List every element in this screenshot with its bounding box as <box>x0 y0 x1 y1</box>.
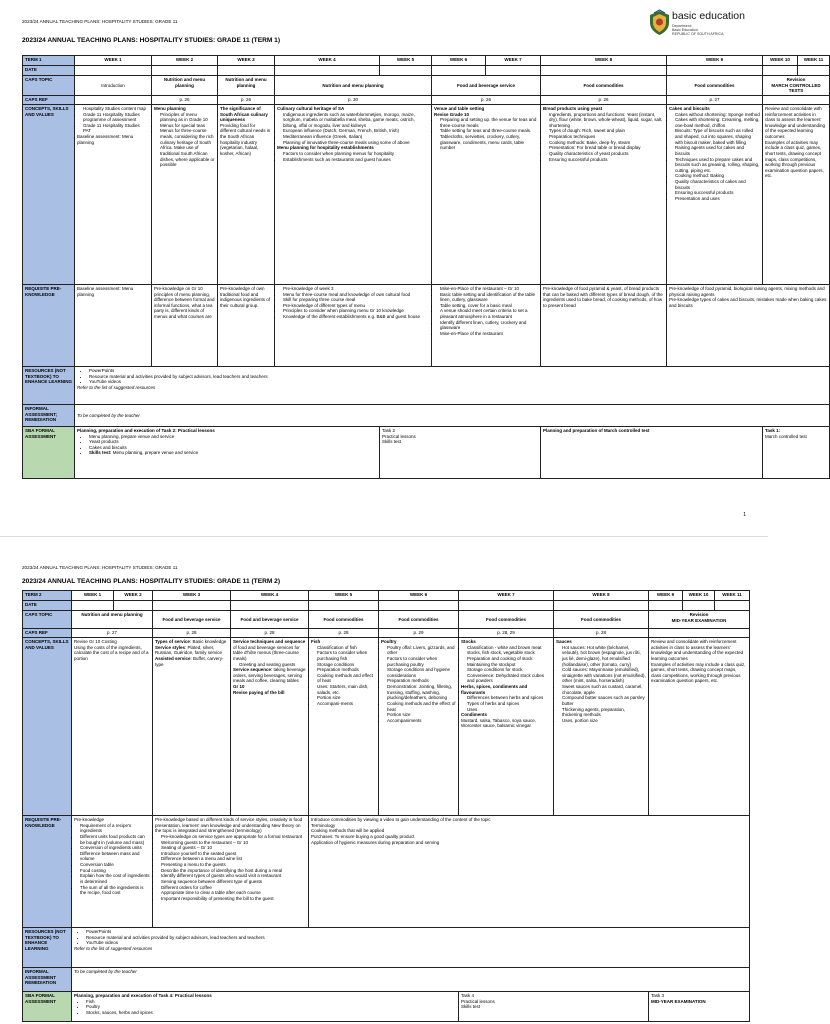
requisite-item: • A venue should meet certain criteria to set a pleasant atmosphere in a restaurant <box>440 308 538 319</box>
resource-item: • PowerPoints <box>86 929 747 935</box>
requisite-label: REQUISITE PRE-KNOWLEDGE <box>23 816 72 928</box>
concept-item: • Presentation and uses <box>675 196 760 202</box>
caps-topic-label: CAPS TOPIC <box>23 76 75 96</box>
sba-item: • Yeast products <box>89 439 377 445</box>
concept-heading: Venue and table setting <box>434 105 485 111</box>
term1-week-row <box>23 56 830 66</box>
caps-topic: Food commodities <box>309 611 379 629</box>
week-header: WEEK 2 <box>152 56 218 66</box>
week-header: WEEK 9 <box>667 56 763 66</box>
coat-of-arms-icon <box>648 10 671 36</box>
concept-item: • Greeting and seating guests <box>239 662 306 668</box>
caps-topic: Revision MID-YEAR EXAMINATION <box>649 611 750 629</box>
sba-cell: Planning and preparation of March controlled test <box>541 426 763 478</box>
caps-topic: Nutrition and menu planning <box>152 76 218 96</box>
sba-cell <box>649 992 750 1022</box>
requisite-item: • Identify different linen, cutlery, crockery and glassware <box>440 320 538 331</box>
sba-task: MID-YEAR EXAMINATION <box>651 998 706 1004</box>
resource-item: • PowerPoints <box>89 368 827 374</box>
sba-task: Task 3 <box>651 993 665 998</box>
sba-item: • Menu planning, prepare venue and service <box>89 434 377 440</box>
logo-name: basic education <box>672 10 745 22</box>
sba-cell <box>72 992 459 1022</box>
concept-item: • Cooking methods and effect of heat <box>317 673 376 684</box>
sba-item: • Cakes and biscuits <box>89 445 377 451</box>
concept-item: • Hot sauces: Hot white (béchamel, velouté), hot brown (espagnole, jus rôti, jus lié, demi-glaze), hot emulsified (hollandaise), other (tomato, curry) <box>562 645 646 668</box>
requisite-item: • Difference between a menu and wine list <box>161 856 306 862</box>
week-header: WEEK 1 <box>75 56 152 66</box>
concept-item: • Maintaining the stockpot <box>467 662 551 668</box>
requisite-item: • Introduce yourself to the seated guest <box>161 851 306 857</box>
sba-heading: Planning, preparation and execution of Task 2: Practical lessons <box>77 427 215 433</box>
sba-task: Practical lessons <box>382 433 416 439</box>
term2-concepts-row <box>23 638 750 816</box>
sba-label: SBA FORMAL ASSESSMENT <box>23 992 72 1022</box>
requisite-item: • Conversion table <box>80 862 150 868</box>
concept-item: • Hospitality Studies content map <box>83 106 149 112</box>
concept-item: • Quality characteristics of cakes and biscuits <box>675 179 760 190</box>
concept-item: • Cold sauces: Mayonnaise (emulsified), vinaigrette with variations (not emulsified), other (mint, salsa, horseradish) <box>562 667 646 684</box>
concept-item: • Presentation: For bread table or bread display <box>549 145 664 151</box>
concept-item: • European influence (Dutch, German, French, British, Irish) <box>283 128 429 134</box>
concept-item: • Accompaniments <box>387 718 456 724</box>
requisite-item: • Pre-knowledge on service types are appropriate for a formal restaurant <box>161 834 306 840</box>
caps-topic: Nutrition and menu planning <box>275 76 432 96</box>
week-header: WEEK 6 <box>379 591 459 601</box>
requisite-item: • The sum of all the ingredients is the recipe, food cost <box>80 885 150 896</box>
week-header: WEEK 2 <box>114 591 153 601</box>
caps-topic: Food and beverage service <box>153 611 231 629</box>
requisite-item: • Explain how the cost of ingredients is determined <box>80 873 150 884</box>
concepts-cell: Revise Gr 10 Costing Using the costs of the ingredients, calculate the cost of a recipe and of a portion <box>72 638 153 816</box>
requisite-label: REQUISITE PRE-KNOWLEDGE <box>23 284 75 366</box>
concept-item: • Cooking methods and the effect of heat <box>387 701 456 712</box>
concept-item: • Cakes without shortening: Sponge method <box>675 112 760 118</box>
requisite-item: • Knowledge of the different establishments e.g. B&B and guest house <box>283 314 429 320</box>
sba-task: Practical lessons <box>461 998 495 1004</box>
sba-cell <box>763 426 830 478</box>
concept-item: Baseline assessment: Menu planning <box>77 134 134 145</box>
term2-informal-row <box>23 968 750 992</box>
requisite-cell <box>309 816 750 928</box>
requisite-item: Pre-knowledge based on different kinds of service styles, creativity in food presentation, learners' own knowledge and understanding New theory on the topic is integrated and strengthened (terminology) <box>155 817 303 834</box>
term2-date-row <box>23 601 750 611</box>
term2-requisite-row <box>23 816 750 928</box>
term1-informal-row <box>23 404 830 426</box>
sba-task: Skills test <box>461 1004 481 1010</box>
caps-topic: Food commodities <box>541 76 667 96</box>
concept-item: • Ensuring successful products <box>549 157 664 163</box>
dbe-logo <box>648 8 753 40</box>
caps-topic: Food and beverage service <box>231 611 309 629</box>
caps-ref: p. 26 <box>152 95 218 104</box>
concept-item: • Table setting for teas and three-course meals. Tablecloths, serviettes, crockery, cutlery, glassware, condiments, menu cards, table number <box>440 128 538 151</box>
week-header: WEEK 7 <box>459 591 554 601</box>
week-header: WEEK 6 <box>432 56 486 66</box>
caps-ref: p. 28 <box>153 629 231 638</box>
term1-ref-row <box>23 95 830 104</box>
term1-resources-row <box>23 366 830 404</box>
requisite-item: • Principles to consider when planning menu Gr 10 knowledge <box>283 308 429 314</box>
requisite-cell <box>153 816 309 928</box>
date-label: DATE <box>23 601 72 611</box>
week-header: WEEK 4 <box>231 591 309 601</box>
concept-heading: Poultry <box>381 639 397 644</box>
caps-ref: p. 28 <box>554 629 649 638</box>
concept-item: • Techniques used to prepare cakes and biscuits such as greasing, rolling, shaping, cutting, piping etc. <box>675 157 760 174</box>
sba-item: • Skills test: Menu planning, prepare venue and service <box>89 450 377 456</box>
resources-cell <box>75 366 830 404</box>
caps-topic: Nutrition and menu planning <box>72 611 153 629</box>
concept-item: • Cakes with shortening: Creaming, melting, one-bowl method, chiffon <box>675 117 760 128</box>
caps-topic: Food commodities <box>667 76 763 96</box>
caps-topic: Introduction <box>75 76 152 96</box>
concept-item: • Portion size <box>317 695 376 701</box>
concepts-label: CONCEPTS, SKILLS AND VALUES <box>23 104 75 284</box>
requisite-item: • Important responsibility of presenting the bill to the guest <box>161 896 306 902</box>
resource-item: • YouTube videos <box>86 940 747 946</box>
concept-item: • Grade 11 Hospitality Studies PAT <box>83 123 149 134</box>
resources-label: RESOURCES (NOT TEXTBOOK) TO ENHANCE LEARNING <box>23 928 72 968</box>
requisite-item: • Mise-en-Place of the restaurant <box>440 331 538 337</box>
requisite-item: Cooking methods that will be applied <box>311 828 385 834</box>
term2-week-row <box>23 591 750 601</box>
requisite-item: • Identify different types of guests who would visit a restaurant <box>161 873 306 879</box>
term1-title: 2023/24 ANNUAL TEACHING PLANS: HOSPITALITY STUDIES: GRADE 11 (TERM 1) <box>22 37 281 44</box>
sba-task: March controlled test <box>765 433 807 439</box>
page-separator <box>0 536 768 537</box>
concepts-cell: Service techniques and sequence of food and beverage services for table d'hôte menus (three-course meals) • Greeting and seating guests Service sequence: taking beverage orders, serving beverages, serving meals and coffee, clearing tables Gr 10 Revise paying of the bill <box>231 638 309 816</box>
requisite-item: • Table setting, cover for a basic meal <box>440 303 538 309</box>
requisite-item: • Welcoming guests to the restaurant – Gr 10 <box>161 840 306 846</box>
concept-item: • Preparation and cooking of stock <box>467 656 551 662</box>
caps-ref: p. 26 <box>432 95 541 104</box>
requisite-item: • Describe the importance of identifying the host during a meal <box>161 868 306 874</box>
sba-item: • Stocks, sauces, herbs and spices <box>86 1010 456 1016</box>
requisite-item: • Difference between mass and volume <box>80 851 150 862</box>
term2-title: 2023/24 ANNUAL TEACHING PLANS: HOSPITALITY STUDIES: GRADE 11 (TERM 2) <box>22 578 281 585</box>
concept-item: • Preparation methods <box>317 667 376 673</box>
requisite-cell: Pre-knowledge of food pyramid, biological raising agents, mixing methods and physical raising agents Pre-knowledge types of cakes and biscuits, mistakes made when baking cakes and biscuits <box>667 284 830 366</box>
week-header: WEEK 10 <box>683 591 715 601</box>
concept-item: • Thickening agents, preparation, thickening methods <box>562 707 646 718</box>
concept-heading: Revise Grade 10 <box>434 111 470 117</box>
resource-item: • Resource material and activities provided by subject advisors, lead teachers and teachers <box>89 374 827 380</box>
concept-item: • Demonstration: Jointing, filleting, trussing, stuffing, washing, plucking/defeathers, deboning <box>387 684 456 701</box>
informal-cell: To be completed by the teacher <box>75 404 830 426</box>
concepts-cell <box>152 104 218 284</box>
sba-heading: Planning, preparation and execution of Task 4: Practical lessons <box>74 993 212 998</box>
term1-table <box>22 55 830 479</box>
requisite-item: Purchases: To ensure buying a good quality product <box>311 833 415 839</box>
running-head: 2023/24 ANNUAL TEACHING PLANS: HOSPITALITY STUDIES: GRADE 11 <box>22 565 178 570</box>
sba-item: • Poultry <box>86 1004 456 1010</box>
concepts-cell <box>459 638 554 816</box>
caps-ref: p. 29 <box>379 629 459 638</box>
concept-item: • Preparation techniques <box>549 134 664 140</box>
concept-item: • Cooking method: Baking <box>675 173 760 179</box>
concepts-cell: Types of service: Basic knowledge Service styles: Plated, silver, Russian, Guéridon, family service Assisted service: Buffet, carvery-type <box>153 638 231 816</box>
sba-cell <box>380 426 541 478</box>
concepts-cell <box>218 104 275 284</box>
week-header: WEEK 1 <box>72 591 114 601</box>
requisite-item: Application of hygienic measures during preparation and serving <box>311 839 440 845</box>
concept-item: Providing food for different cultural needs in the South African hospitality industry (vegetarian, halaal, kosher, African) <box>220 122 271 156</box>
requisite-item: • Different orders for coffee <box>161 885 306 891</box>
concept-item: • Ingredients, proportions and functions: Yeast (instant, dry), flour (white, brown, whole-wheat), liquid, sugar, salt, shortening <box>549 112 664 129</box>
requisite-heading: Pre-knowledge <box>74 817 105 822</box>
concepts-cell: Review and consolidate with reinforcement activities in class to assess the learners' knowledge and understanding of the expected learning outcomes Examples of activities may include a class quiz, games, short tests, drawing concept maps, class competitions, working through previous examination question papers, etc. <box>649 638 750 816</box>
requisite-item: • Seating of guests – Gr 10 <box>161 845 306 851</box>
caps-topic: Revision MARCH CONTROLLED TESTS <box>763 76 830 96</box>
term-label: TERM 1 <box>23 56 75 66</box>
caps-topic: Nutrition and menu planning <box>218 76 275 96</box>
page-number: 1 <box>743 512 746 518</box>
sba-item: • Fish <box>86 999 456 1005</box>
caps-ref-label: CAPS REF <box>23 629 72 638</box>
concept-heading: Sauces <box>556 639 572 644</box>
concept-item: • Menus for special teas <box>160 123 215 129</box>
week-header: WEEK 3 <box>218 56 275 66</box>
week-header: WEEK 7 <box>486 56 541 66</box>
informal-cell: To be completed by the teacher <box>72 968 750 992</box>
week-header: WEEK 5 <box>309 591 379 601</box>
concepts-cell <box>275 104 432 284</box>
caps-ref: p. 30 <box>275 95 432 104</box>
concept-item: • Biscuits: Type of biscuits such as rolled and shaped, cut into squares, shaping with biscuit maker, baked with filling <box>675 128 760 145</box>
concept-heading: Revise paying of the bill <box>233 689 285 695</box>
term2-resources-row <box>23 928 750 968</box>
caps-topic-label: CAPS TOPIC <box>23 611 72 629</box>
term-label: TERM 2 <box>23 591 72 601</box>
term1-concepts-row <box>23 104 830 284</box>
requisite-item: • Skill for preparing three course meal <box>283 297 429 303</box>
requisite-item: • Different units food products can be bought in (volume and mass) <box>80 834 150 845</box>
informal-label: INFORMAL ASSESSMENT; REMEDIATION <box>23 404 75 426</box>
logo-sub-3: REPUBLIC OF SOUTH AFRICA <box>672 32 724 36</box>
concept-item: • Uses <box>467 707 551 713</box>
caps-ref: p. 27 <box>667 95 763 104</box>
concept-item: • Compound butter sauces such as parsley butter <box>562 695 646 706</box>
requisite-item: • Presenting a menu to the guests <box>161 862 306 868</box>
concepts-cell <box>75 104 152 284</box>
requisite-cell <box>275 284 432 366</box>
sba-task: Task 4 <box>461 993 475 998</box>
week-header: WEEK 4 <box>275 56 380 66</box>
concept-item: Mustard, salsa, Tabasco, soya sauce, Worcester sauce, balsamic vinegar <box>461 717 536 729</box>
concept-item: • Factors to consider when planning menus for hospitality <box>283 151 429 157</box>
requisite-cell: Pre-knowledge of food pyramid & yeast, of bread products that can be baked with different types of bread dough, of the ingredients used to bake bread, of cooking methods, of how to present bread <box>541 284 667 366</box>
concept-heading: Gr 10 <box>233 684 245 689</box>
concepts-cell <box>432 104 541 284</box>
sba-task: Task 1: <box>765 427 781 433</box>
concept-item: • Principles of menu planning as in Grade 10 <box>160 112 215 123</box>
informal-label: INFORMAL ASSESSMENT REMEDIATION <box>23 968 72 992</box>
sba-cell <box>75 426 380 478</box>
concept-heading: Menu planning <box>154 105 186 111</box>
requisite-item: Terminology <box>311 822 336 828</box>
caps-ref: p. 28 <box>309 629 379 638</box>
concept-heading: The significance of South African culinary uniqueness <box>220 105 268 123</box>
caps-ref: p. 28, 29 <box>459 629 554 638</box>
concept-item: • Sweet sauces such as custard, caramel, chocolate, apple <box>562 684 646 695</box>
term2-ref-row <box>23 629 750 638</box>
resources-label: RESOURCES (NOT TEXTBOOK) TO ENHANCE LEARNING <box>23 366 75 404</box>
concepts-label: CONCEPTS, SKILLS AND VALUES <box>23 638 72 816</box>
concept-item: • Convenience: Dehydrated stock cubes and powders <box>467 673 551 684</box>
requisite-cell: Baseline assessment: Menu planning <box>75 284 152 366</box>
week-header: WEEK 8 <box>541 56 667 66</box>
term1-sba-row <box>23 426 830 478</box>
concept-item: • Types of herbs and spices <box>467 701 551 707</box>
requisite-cell: Pre-knowledge on Gr 10 principles of menu planning, difference between formal and informal functions, what a tea party is, different kinds of menus and what courses are <box>152 284 218 366</box>
week-header: WEEK 11 <box>798 56 830 66</box>
requisite-item: • Mise-en-Place of the restaurant – Gr 10 <box>440 286 538 292</box>
requisite-item: • Pre-knowledge of week 3 <box>283 286 429 292</box>
resources-note: Refer to the list of suggested resources <box>74 945 153 951</box>
concepts-cell: Review and consolidate with reinforcement activities in class to assess the learners' knowledge and understanding of the expected learning outcomes Examples of activities may include a class quiz, games, short tests, drawing concept maps, class competitions, working through previous examination question papers, etc. <box>763 104 830 284</box>
requisite-item: • Pre-knowledge of different types of menu <box>283 303 429 309</box>
resource-item: • Resource material and activities provided by subject advisors, lead teachers and teachers <box>86 935 747 941</box>
requisite-cell <box>432 284 541 366</box>
sba-task: Task 2 <box>382 427 396 433</box>
caps-topic: Food and beverage service <box>432 76 541 96</box>
requisite-item: • Appropriate time to clear a table after each course <box>161 890 306 896</box>
concept-item: • Ensuring successful products <box>675 190 760 196</box>
concepts-cell <box>309 638 379 816</box>
caps-ref-label: CAPS REF <box>23 95 75 104</box>
sba-label: SBA FORMAL ASSESSMENT <box>23 426 75 478</box>
concepts-cell <box>379 638 459 816</box>
concept-item: • Establishments such as restaurants and guest houses <box>283 157 429 163</box>
caps-topic: Food commodities <box>459 611 554 629</box>
week-header: WEEK 11 <box>715 591 750 601</box>
concept-item: • Classification of fish <box>317 645 376 651</box>
requisite-item: • Requirement of a recipe's ingredients <box>80 823 150 834</box>
concept-item: • Accompani-ments <box>317 701 376 707</box>
requisite-item: • Basic table setting and identification of the table linen, cutlery, glassware <box>440 292 538 303</box>
concept-heading: Bread products using yeast <box>543 105 603 111</box>
concepts-cell <box>667 104 763 284</box>
concept-item: • Differences between herbs and spices <box>467 695 551 701</box>
concept-item: • Factors to consider when purchasing fish <box>317 650 376 661</box>
concept-item: • Preparation methods <box>387 678 456 684</box>
concept-item: • Uses: Starters, main dish, salads, etc. <box>317 684 376 695</box>
logo-sub-1: Department: <box>672 24 692 28</box>
caps-ref: p. 26 <box>218 95 275 104</box>
caps-ref: p. 26 <box>541 95 667 104</box>
logo-sub-2: Basic Education <box>672 28 698 32</box>
concept-item: • Preparing and setting up. the venue for teas and three-course meals <box>440 117 538 128</box>
week-header: WEEK 10 <box>763 56 798 66</box>
term1-requisite-row <box>23 284 830 366</box>
term2-table <box>22 590 750 1022</box>
concept-heading: Fish <box>311 639 321 644</box>
concept-item: • Portion size <box>387 712 456 718</box>
concept-heading: Menu planning for hospitality establishments <box>277 145 374 151</box>
caps-topic: Food commodities <box>554 611 649 629</box>
concept-item: • Classification - white and brown meat stocks, fish stock, vegetable stock <box>467 645 551 656</box>
sba-cell <box>459 992 649 1022</box>
resources-cell <box>72 928 750 968</box>
concept-item: • Grade 11 Hospitality Studies programme of assessment <box>83 112 149 123</box>
sba-task: Skills test <box>382 439 402 445</box>
requisite-item: • Conversion of ingredients units <box>80 845 150 851</box>
concept-item: • Menus for three-course meals, considering the rich culinary heritage of South Africa. Make use of traditional South African dishes, where applicable or possible <box>160 128 215 167</box>
concept-item: • Uses, portion size <box>562 718 646 724</box>
concept-heading: Cakes and biscuits <box>669 105 710 111</box>
requisite-item: • Food costing <box>80 868 150 874</box>
resource-item: • YouTube videos <box>89 379 827 385</box>
requisite-cell: Pre-knowledge of own traditional food and indigenous ingredients of their cultural group. <box>218 284 275 366</box>
concept-heading: Stocks <box>461 639 476 644</box>
concept-item: • Raising agents used for cakes and biscuits <box>675 145 760 156</box>
concept-item: • Storage conditions for stock <box>467 667 551 673</box>
concept-item: • Storage conditions and hygiene considerations <box>387 667 456 678</box>
week-header: WEEK 9 <box>649 591 683 601</box>
week-header: WEEK 5 <box>380 56 432 66</box>
caps-topic: Food commodities <box>379 611 459 629</box>
concept-heading: Herbs, spices, condiments and flavourants <box>461 684 528 695</box>
concept-item: • Quality characteristics of yeast products <box>549 151 664 157</box>
caps-ref: p. 27 <box>72 629 153 638</box>
concept-item: • Cooking methods: Bake, deep-fry, steam <box>549 140 664 146</box>
concepts-cell <box>554 638 649 816</box>
resources-note: Refer to the list of suggested resources <box>77 384 156 390</box>
date-label: DATE <box>23 66 75 76</box>
concept-item: • Factors to consider when purchasing poultry <box>387 656 456 667</box>
concept-heading: Condiments <box>461 712 488 718</box>
concepts-cell <box>541 104 667 284</box>
concept-item: • Storage conditions <box>317 662 376 668</box>
week-header: WEEK 8 <box>554 591 649 601</box>
requisite-item: • Menu for three-course meal and knowledge of own cultural food <box>283 292 429 298</box>
term2-topic-row <box>23 611 750 629</box>
concept-heading: Culinary cultural heritage of SA <box>277 105 345 111</box>
caps-ref: p. 28 <box>231 629 309 638</box>
concept-item: • Mediterranean influence (Greek, Italian) <box>283 134 429 140</box>
concept-item: • Types of dough: Rich, sweet and plain <box>549 128 664 134</box>
term1-topic-row <box>23 76 830 96</box>
requisite-cell <box>72 816 153 928</box>
week-header: WEEK 3 <box>153 591 231 601</box>
requisite-item: Introduce commodities by viewing a video to gain understanding of the content of the topic <box>311 817 491 822</box>
requisite-item: • Serving sequence between different type of guests <box>161 879 306 885</box>
concept-item: • Planning of innovative three-course meals using some of above <box>283 140 429 146</box>
concept-item: • Indigenous ingredients such as waterblommetjies, morogo, maize, sorghum, mabela or maltabella meal, sheba, game meats, ostrich, biltong, offal or mogodu, liver and kidneys <box>283 112 429 129</box>
term2-sba-row <box>23 992 750 1022</box>
concept-item: • Poultry offal: Livers, gizzards, and other <box>387 645 456 656</box>
running-head: 2023/24 ANNUAL TEACHING PLANS: HOSPITALITY STUDIES: GRADE 11 <box>22 19 178 24</box>
term1-date-row <box>23 66 830 76</box>
